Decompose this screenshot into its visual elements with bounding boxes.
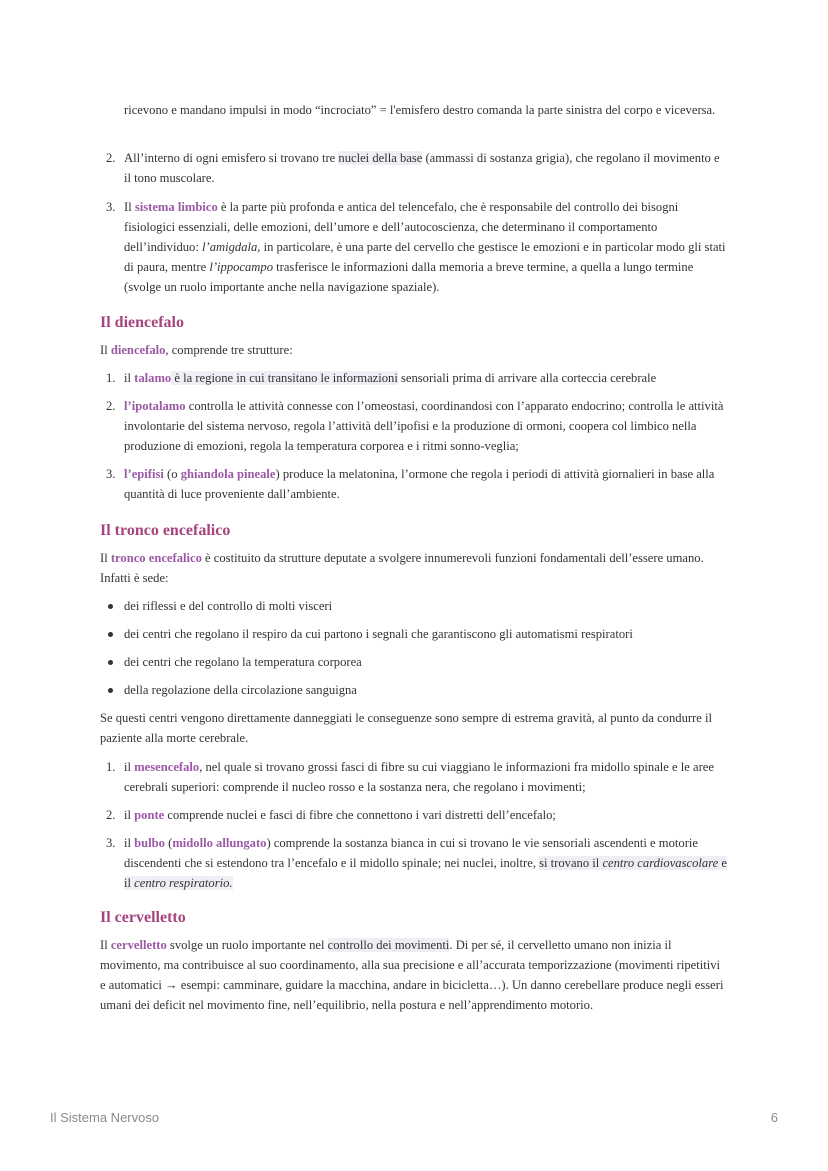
telencefalo-list — [100, 148, 728, 297]
list-item: 2. All’interno di ogni emisfero si trovano tre nuclei della base (ammassi di sostanza grigia), che regolano il movimento e il tono muscolare. — [106, 151, 720, 185]
paragraph: Se questi centri vengono direttamente danneggiati le conseguenze sono sempre di estrema gravità, al punto da condurre il paziente alla morte cerebrale. — [100, 711, 712, 745]
keyword: ghiandola pineale — [180, 467, 276, 481]
paragraph: Il cervelletto svolge un ruolo importante nel controllo dei movimenti. Di per sé, il cervelletto umano non inizia il movimento, ma contribuisce al suo coordinamento, alla sua precisione e all’accurata temporizzazione (movimenti ripetitivi e automatici → esempi: camminare, guidare la macchina, andare in bicicletta…). Un danno cerebellare produce negli esseri umani dei deficit nel movimento fine, nell’equilibrio, nella postura e nell’apprendimento motorio. — [100, 938, 724, 1012]
highlight: si trovano il centro cardiovascolare e il centro respiratorio. — [124, 856, 727, 890]
footer-title: Il Sistema Nervoso — [50, 1110, 160, 1125]
keyword: l’ipotalamo — [124, 399, 186, 413]
keyword: mesencefalo — [134, 760, 200, 774]
list-item: 2. il ponte comprende nuclei e fasci di fibre che connettono i vari distretti dell’encefalo; — [106, 808, 556, 822]
section-intro: Il tronco encefalico è costituito da strutture deputate a svolgere innumerevoli funzioni fondamentali dell’essere umano. Infatti è sede: — [100, 551, 704, 585]
bullet-icon — [108, 604, 113, 609]
list-item: 2. l’ipotalamo controlla le attività connesse con l’omeostasi, coordinandosi con l’apparato endocrino; controlla le attività involontarie del sistema nervoso, regola l’attività dell’ipofisi e la produzione di ormoni, coopera col limbico nella produzione di emozioni, regola la temperatura corporea e i ritmi sonno-veglia; — [106, 399, 724, 453]
section-heading-diencefalo: Il diencefalo — [100, 314, 184, 331]
tronco-list — [100, 757, 728, 893]
keyword: bulbo — [134, 836, 165, 850]
list-item: 1. il mesencefalo, nel quale si trovano grossi fasci di fibre su cui viaggiano le informazioni fra midollo spinale e le aree cerebrali superiori: comprende il nucleo rosso e la sostanza nera, che regolano i movimenti; — [106, 760, 714, 794]
list-item-continuation: ricevono e mandano impulsi in modo “incrociato” = l'emisfero destro comanda la parte sinistra del corpo e viceversa. — [124, 103, 716, 117]
section-heading-tronco: Il tronco encefalico — [100, 522, 231, 539]
keyword: sistema limbico — [134, 200, 218, 214]
section-heading-cervelletto: Il cervelletto — [100, 909, 186, 926]
list-item: 3. l’epifisi (o ghiandola pineale) produce la melatonina, l’ormone che regola i periodi di attività giornalieri in base alla quantità di luce proveniente dall’ambiente. — [106, 467, 715, 501]
tronco-bullets — [100, 596, 728, 700]
keyword: diencefalo — [110, 343, 166, 357]
list-item: dei centri che regolano il respiro da cui partono i segnali che garantiscono gli automatismi respiratori — [100, 624, 728, 644]
footer-page-number: 6 — [770, 1110, 778, 1125]
list-item: dei riflessi e del controllo di molti visceri — [100, 596, 728, 616]
list-item: 1. il talamo è la regione in cui transitano le informazioni sensoriali prima di arrivare alla corteccia cerebrale — [106, 371, 657, 385]
highlight: è la regione in cui transitano le informazioni — [171, 371, 398, 385]
highlight: nuclei della base — [338, 151, 423, 165]
keyword: cervelletto — [110, 938, 167, 952]
bullet-icon — [108, 688, 113, 693]
list-item: 3. Il sistema limbico è la parte più profonda e antica del telencefalo, che è responsabile del controllo dei bisogni fisiologici essenziali, delle emozioni, dell’umore e dell’autocoscienza, che determinano il comportamento dell’individuo: l’amigdala, in particolare, è una parte del cervello che gestisce le emozioni e in particolar modo gli stati di paura, mentre l’ippocampo trasferisce le informazioni dalla memoria a breve termine, a quella a lungo termine (svolge un ruolo importante anche nella navigazione spaziale). — [106, 200, 726, 294]
bullet-icon — [108, 632, 113, 637]
list-item: della regolazione della circolazione sanguigna — [100, 680, 728, 700]
diencefalo-list — [100, 368, 728, 504]
keyword: l’epifisi — [124, 467, 164, 481]
list-item: 3. il bulbo (midollo allungato) comprende la sostanza bianca in cui si trovano le vie sensoriali ascendenti e motorie discendenti che si estendono tra l’encefalo e il midollo spinale; nei nuclei, inoltre, si trovano il centro cardiovascolare e il centro respiratorio. — [106, 836, 727, 890]
bullet-icon — [108, 660, 113, 665]
keyword: talamo — [134, 371, 172, 385]
keyword: tronco encefalico — [110, 551, 202, 565]
keyword: midollo allungato — [172, 836, 267, 850]
keyword: ponte — [134, 808, 165, 822]
list-item: dei centri che regolano la temperatura corporea — [100, 652, 728, 672]
highlight: controllo dei movimenti — [327, 938, 450, 952]
section-intro: Il diencefalo, comprende tre strutture: — [100, 343, 293, 357]
